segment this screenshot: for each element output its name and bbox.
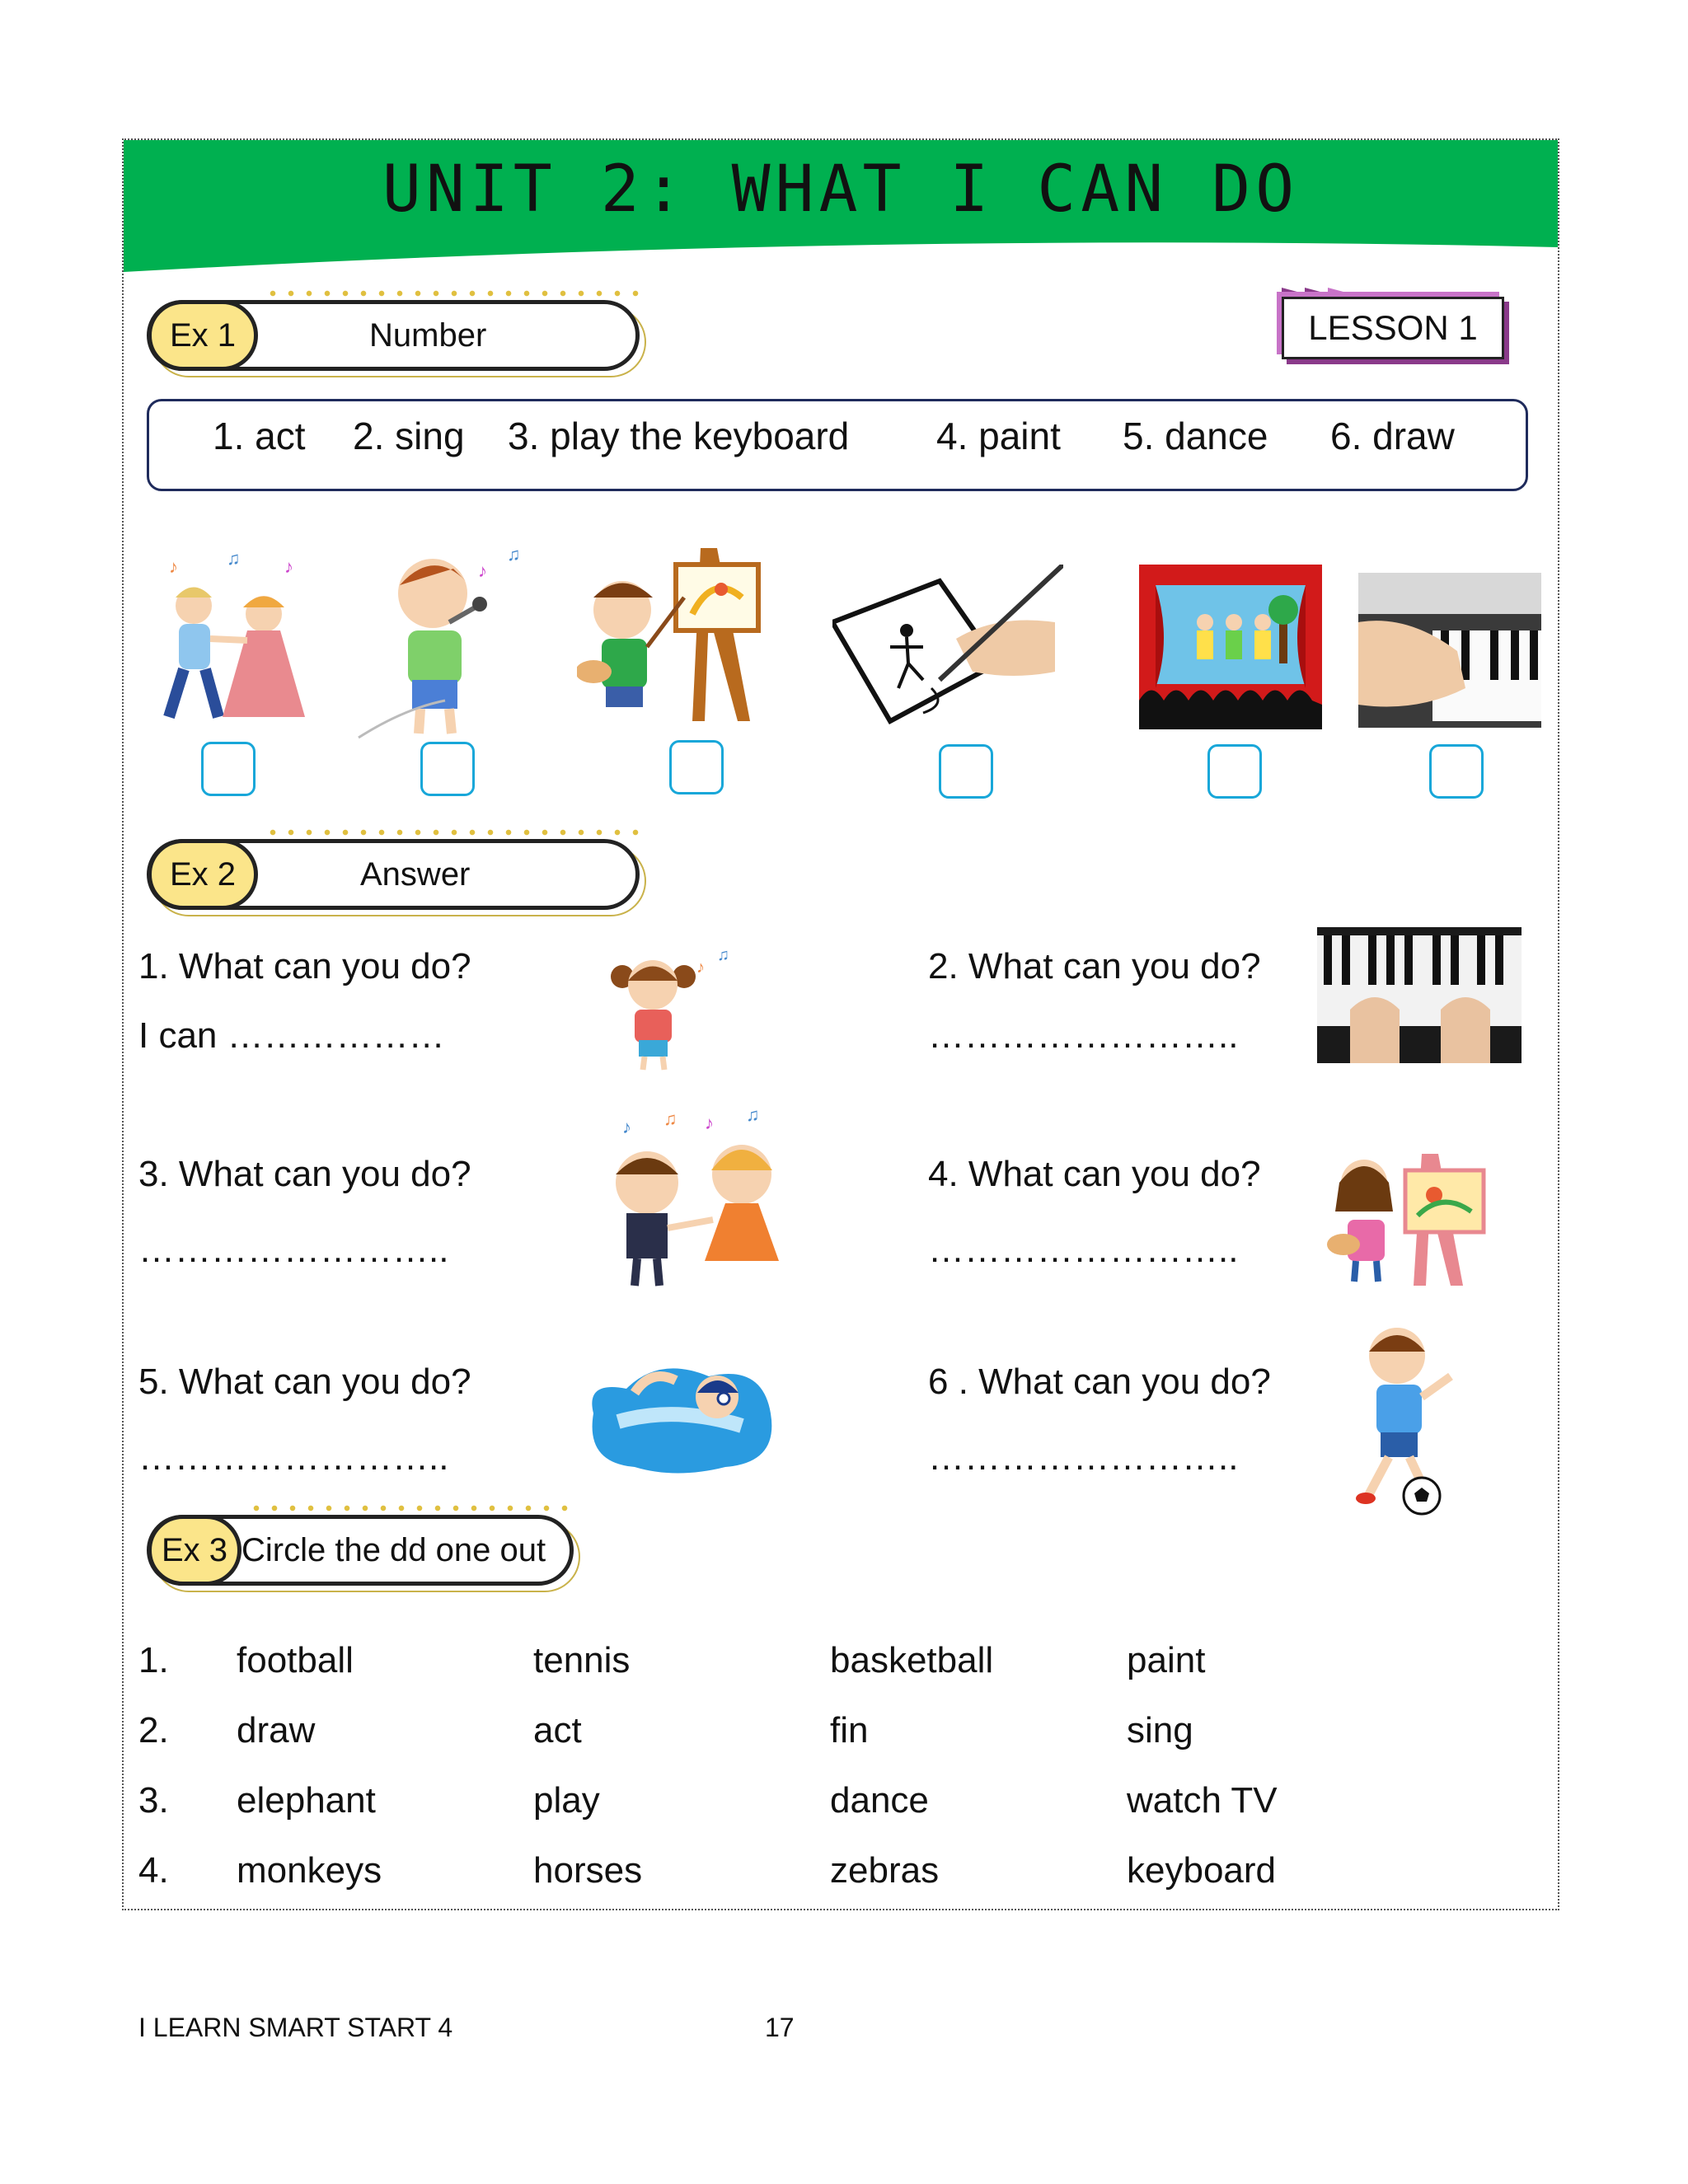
word-option[interactable]: basketball <box>830 1640 994 1680</box>
stage-acting-picture <box>1139 565 1322 729</box>
word-option[interactable]: fin <box>830 1710 869 1750</box>
row-number: 4. <box>138 1850 169 1891</box>
pill-decoration <box>264 290 643 297</box>
word-option[interactable]: draw <box>237 1710 316 1750</box>
word-option[interactable]: sing <box>1127 1710 1193 1750</box>
number-box[interactable] <box>939 744 993 799</box>
word-option[interactable]: watch TV <box>1127 1780 1278 1821</box>
question-text: 6 . What can you do? <box>928 1361 1271 1402</box>
unit-title: UNIT 2: WHAT I CAN DO <box>382 152 1300 227</box>
number-box[interactable] <box>1429 744 1484 799</box>
ex2-heading <box>147 839 640 910</box>
word-item: 2. sing <box>353 415 465 457</box>
book-title: I LEARN SMART START 4 <box>138 2013 453 2042</box>
boy-football-picture <box>1339 1319 1463 1516</box>
ex2-instruction: Answer <box>360 856 471 893</box>
svg-text:♫: ♫ <box>746 1104 760 1125</box>
word-option[interactable]: paint <box>1127 1640 1206 1680</box>
row-number: 3. <box>138 1780 169 1821</box>
svg-text:♪: ♪ <box>478 560 487 581</box>
word-option[interactable]: zebras <box>830 1850 940 1891</box>
svg-text:♪: ♪ <box>696 958 705 977</box>
ex1-tag: Ex 1 <box>148 300 258 371</box>
question-text: 5. What can you do? <box>138 1361 471 1402</box>
row-number: 1. <box>138 1640 169 1680</box>
ex3-tag: Ex 3 <box>148 1515 241 1586</box>
question-text: 3. What can you do? <box>138 1154 471 1194</box>
hand-drawing-picture <box>832 565 1063 729</box>
number-box[interactable] <box>1207 744 1262 799</box>
number-box[interactable] <box>201 742 256 796</box>
page-number: 17 <box>765 2013 795 2042</box>
answer-line: …………………….. <box>138 1230 449 1270</box>
word-option[interactable]: act <box>533 1710 582 1750</box>
svg-text:♫: ♫ <box>227 548 241 569</box>
swimmer-picture <box>585 1347 775 1479</box>
svg-text:♪: ♪ <box>705 1113 714 1133</box>
word-option[interactable]: football <box>237 1640 354 1680</box>
question-text: 2. What can you do? <box>928 946 1261 987</box>
word-option[interactable]: elephant <box>237 1780 376 1821</box>
answer-line: I can ……………… <box>138 1015 445 1056</box>
ex2-tag: Ex 2 <box>148 839 258 910</box>
ex1-instruction: Number <box>369 317 487 354</box>
answer-line: …………………….. <box>138 1437 449 1478</box>
svg-text:♪: ♪ <box>284 556 293 577</box>
word-option[interactable]: monkeys <box>237 1850 382 1891</box>
svg-text:♪: ♪ <box>169 556 178 577</box>
word-item: 6. draw <box>1330 415 1455 457</box>
girl-singing-picture <box>602 948 738 1071</box>
lesson-badge: LESSON 1 <box>1282 297 1504 359</box>
number-box[interactable] <box>669 740 724 794</box>
question-text: 1. What can you do? <box>138 946 471 987</box>
boy-singing-picture <box>354 544 536 742</box>
number-box[interactable] <box>420 742 475 796</box>
kids-dancing-picture <box>598 1104 791 1290</box>
word-option[interactable]: tennis <box>533 1640 631 1680</box>
answer-line: …………………….. <box>928 1437 1239 1478</box>
pill-decoration <box>264 829 643 836</box>
ex3-heading <box>147 1515 574 1586</box>
word-option[interactable]: play <box>533 1780 600 1821</box>
word-item: 1. act <box>213 415 306 457</box>
svg-text:♫: ♫ <box>507 544 521 565</box>
piano-hands-picture <box>1317 927 1522 1063</box>
word-item: 5. dance <box>1123 415 1268 457</box>
svg-text:♫: ♫ <box>717 948 729 964</box>
ex3-instruction: Circle the dd one out <box>241 1532 546 1568</box>
question-text: 4. What can you do? <box>928 1154 1261 1194</box>
word-item: 4. paint <box>936 415 1061 457</box>
word-option[interactable]: dance <box>830 1780 929 1821</box>
boy-painting-picture <box>577 548 767 729</box>
keyboard-playing-picture <box>1358 573 1541 728</box>
svg-text:♪: ♪ <box>622 1117 631 1137</box>
girl-painting-picture <box>1327 1146 1496 1286</box>
ex1-heading <box>147 300 640 371</box>
dancing-couple-picture <box>144 548 317 729</box>
answer-line: …………………….. <box>928 1015 1239 1056</box>
word-item: 3. play the keyboard <box>508 415 850 457</box>
pill-decoration <box>247 1505 569 1511</box>
word-option[interactable]: keyboard <box>1127 1850 1277 1891</box>
svg-text:♫: ♫ <box>663 1108 678 1129</box>
row-number: 2. <box>138 1710 169 1750</box>
answer-line: …………………….. <box>928 1230 1239 1270</box>
word-option[interactable]: horses <box>533 1850 643 1891</box>
